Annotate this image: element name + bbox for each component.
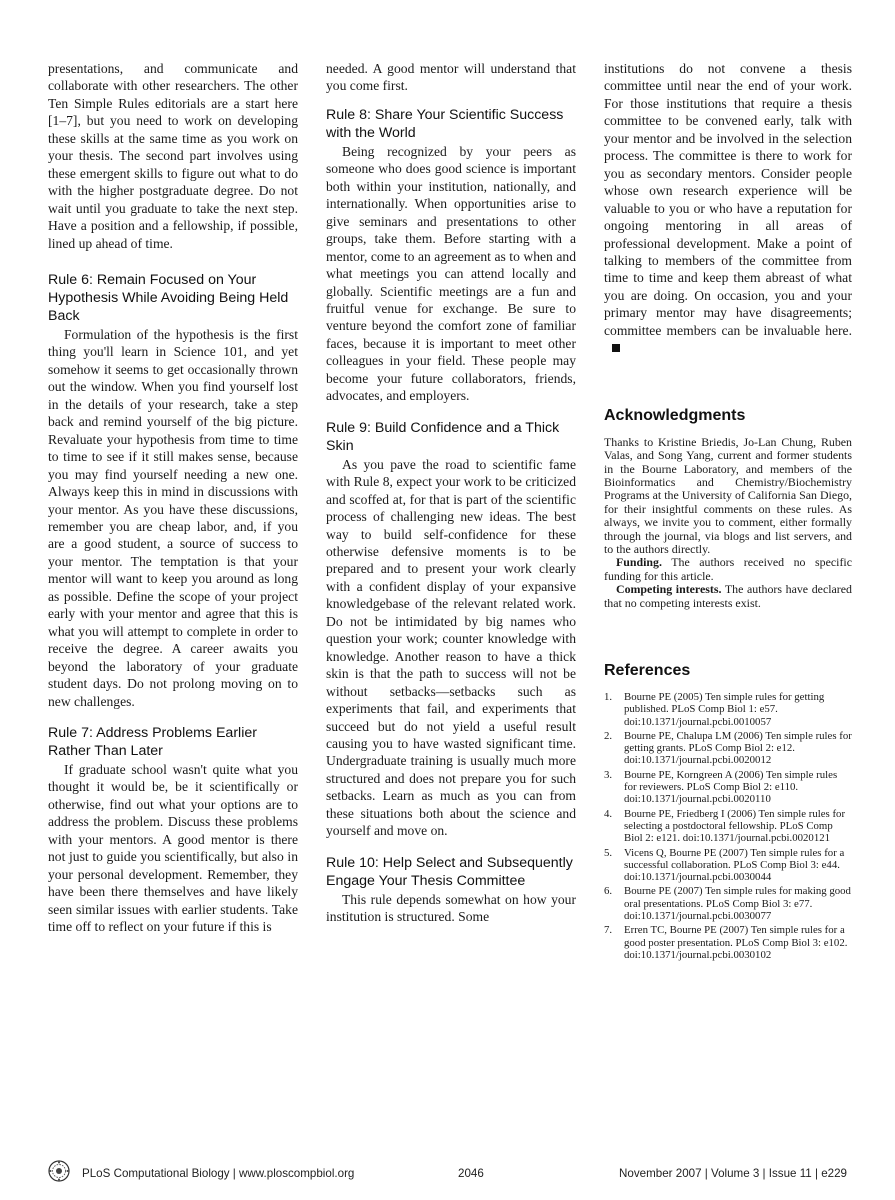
reference-item: [604, 691, 852, 728]
reference-text: Bourne PE (2007) Ten simple rules for making good oral presentations. PLoS Comp Biol 3: e77. doi:10.1371/journal.pcbi.0030077: [624, 885, 851, 923]
rule-7-paragraph: If graduate school wasn't quite what you thought it would be, be it scientifically or otherwise, find out what your options are to address the problem. Discuss these problems with your mentors. A good mentor is there not just to guide you scientifically, but also in your personal development. Remember, they have been there themselves and have likely seen similar issues with earlier students. Take time off to reflect on your future if this is: [48, 761, 298, 935]
end-of-article-mark: [612, 344, 620, 352]
rule-6-heading: Rule 6: Remain Focused on Your Hypothesis While Avoiding Being Held Back: [48, 271, 289, 324]
rule-8-paragraph: Being recognized by your peers as someone who does good science is important both within your institution, nationally, and internationally. When opportunities arise to give seminars and presentations to other groups, take them. Before starting with a mentor, come to an agreement as to when and what meetings you can attend locally and globally. Scientific meetings are a fun and fruitful venue for exchange. Be sure to venture beyond the comfort zone of familiar faces, because it is important to meet other colleagues in your field. These people may become your future collaborators, friends, advocates, and employers.: [326, 143, 576, 404]
reference-text: Erren TC, Bourne PE (2007) Ten simple rules for a good poster presentation. PLoS Comp Biol 3: e102. doi:10.1371/journal.pcbi.0030102: [624, 924, 848, 961]
reference-number: 5.: [604, 846, 613, 859]
reference-text: Vicens Q, Bourne PE (2007) Ten simple rules for a successful collaboration. PLoS Comp Biol 3: e44. doi:10.1371/journal.pcbi.0030044: [624, 846, 845, 884]
rule-9-heading: Rule 9: Build Confidence and a Thick Skin: [326, 419, 560, 454]
competing-interests-text: The authors have declared that no competing interests exist.: [604, 582, 852, 610]
rule-9-paragraph: As you pave the road to scientific fame with Rule 8, expect your work to be criticized and scoffed at, for that is part of the scientific process of challenging new ideas. The best way to build self-confidence for these otherwise defensive moments is to be prepared and to present your work clearly with a confident display of your expansive knowledgebase of the relevant related work. Do not be intimidated by big names who question your work; counter knowledge with knowledge. Another reason to have a thick skin is that the path to success will not be without setbacks—setbacks such as experiments that fail, and experiments that succeed but do not yield a useful result causing you to have wasted significant time. Undergraduate training is usually much more structured and does not prepare you for such setbacks. Learn as much as you can from these situations both about the science and yourself and move on.: [326, 456, 576, 839]
reference-item: [604, 808, 852, 845]
column-right: [604, 60, 852, 963]
funding-label: Funding.: [616, 555, 662, 570]
reference-item: [604, 730, 852, 767]
rule-6-paragraph: Formulation of the hypothesis is the first thing you'll learn in Science 101, and yet somehow it seems to get occasionally thrown out the window. When you find yourself lost in the details of your research, take a step back and remind yourself of the big picture. Revaluate your hypothesis from time to time to time to see if it still makes sense, because you may find yourself needing a new one. Always keep this in mind in discussions with your mentor. As you have these discussions, remember you are cheap labor, and, if you are a good student, a source of success to your mentor. The temptation is that your mentor will want to keep you around as long as possible. Define the scope of your project early with your mentor and agree that this is what you will attempt to complete in order to receive the degree. A career awaits you beyond the laboratory of your graduate student days. Do not prolong moving on to new challenges.: [48, 326, 298, 709]
reference-number: 4.: [604, 807, 613, 820]
rule-8-heading: Rule 8: Share Your Scientific Success with the World: [326, 106, 564, 141]
column-middle: [326, 60, 576, 926]
reference-number: 6.: [604, 885, 613, 898]
rule-10-continued-paragraph: [604, 60, 852, 357]
reference-text: Bourne PE (2005) Ten simple rules for getting published. PLoS Comp Biol 1: e57. doi:10.1371/journal.pcbi.0010057: [624, 690, 825, 728]
reference-item: [604, 924, 852, 961]
reference-text: Bourne PE, Korngreen A (2006) Ten simple rules for reviewers. PLoS Comp Biol 2: e110. doi:10.1371/journal.pcbi.0020110: [624, 768, 838, 806]
reference-number: 1.: [604, 690, 613, 703]
footer-journal-name: PLoS Computational Biology | www.ploscompbiol.org: [82, 1167, 355, 1180]
competing-interests-label: Competing interests.: [616, 582, 722, 597]
footer-page-number: 2046: [458, 1167, 484, 1180]
reference-item: [604, 885, 852, 922]
reference-number: 2.: [604, 729, 613, 742]
rule-10-continued-text: institutions do not convene a thesis committee until near the end of your work. For those institutions that require a thesis committee to be convened early, talk with your mentor and be involved in the selection process. The committee is there to work for you as secondary mentors. Consider people whose own research experience will be valuable to you or who have a reputation for ongoing mentoring in all areas of professional development. Make a point of talking to members of the committee from time to time and keep them abreast of what you are doing. On occasion, you and your primary mentor may have disagreements; committee members can be invaluable here.: [604, 61, 852, 338]
reference-item: [604, 847, 852, 884]
reference-text: Bourne PE, Chalupa LM (2006) Ten simple rules for getting grants. PLoS Comp Biol 2: e12. doi:10.1371/journal.pcbi.0020012: [624, 729, 852, 767]
continued-paragraph: needed. A good mentor will understand that you come first.: [326, 61, 576, 94]
rule-10-paragraph: This rule depends somewhat on how your institution is structured. Some: [326, 891, 576, 925]
funding-text: The authors received no specific funding for this article.: [604, 555, 852, 583]
references-heading: References: [604, 661, 691, 679]
intro-paragraph: presentations, and communicate and collaborate with other researchers. The other Ten Simple Rules editorials are a start here [1–7], but you need to work on developing these skills at the same time as you work on your thesis. The second part involves using these emergent skills to figure out what to do with the higher postgraduate degree. Do not wait until you graduate to take the next step. Have a position and a fellowship, if possible, lined up ahead of time.: [48, 61, 298, 251]
reference-item: [604, 769, 852, 806]
acknowledgments-paragraph: Thanks to Kristine Briedis, Jo-Lan Chung, Ruben Valas, and Song Yang, current and former students in the Bourne Laboratory, and members of the Bioinformatics and Chemistry/Biochemistry Programs at the University of California San Diego, for their insightful comments on these rules. As always, we invite you to comment, either formally through the journal, via blogs and list servers, and to the authors directly.: [604, 434, 852, 556]
funding-paragraph: [604, 556, 852, 583]
page-footer: [48, 1156, 847, 1186]
reference-number: 7.: [604, 924, 613, 937]
footer-issue-info: November 2007 | Volume 3 | Issue 11 | e229: [619, 1167, 847, 1180]
competing-interests-paragraph: [604, 583, 852, 610]
acknowledgments-heading: Acknowledgments: [604, 406, 746, 424]
references-list: [604, 691, 852, 961]
rule-10-heading: Rule 10: Help Select and Subsequently Engage Your Thesis Committee: [326, 854, 573, 889]
column-left: [48, 60, 298, 935]
plos-logo-icon: [48, 1160, 70, 1182]
reference-text: Bourne PE, Friedberg I (2006) Ten simple rules for selecting a postdoctoral fellowship. PLoS Comp Biol 2: e121. doi:10.1371/journal.pcbi.0020121: [624, 807, 846, 845]
reference-number: 3.: [604, 768, 613, 781]
rule-7-heading: Rule 7: Address Problems Earlier Rather Than Later: [48, 724, 257, 759]
